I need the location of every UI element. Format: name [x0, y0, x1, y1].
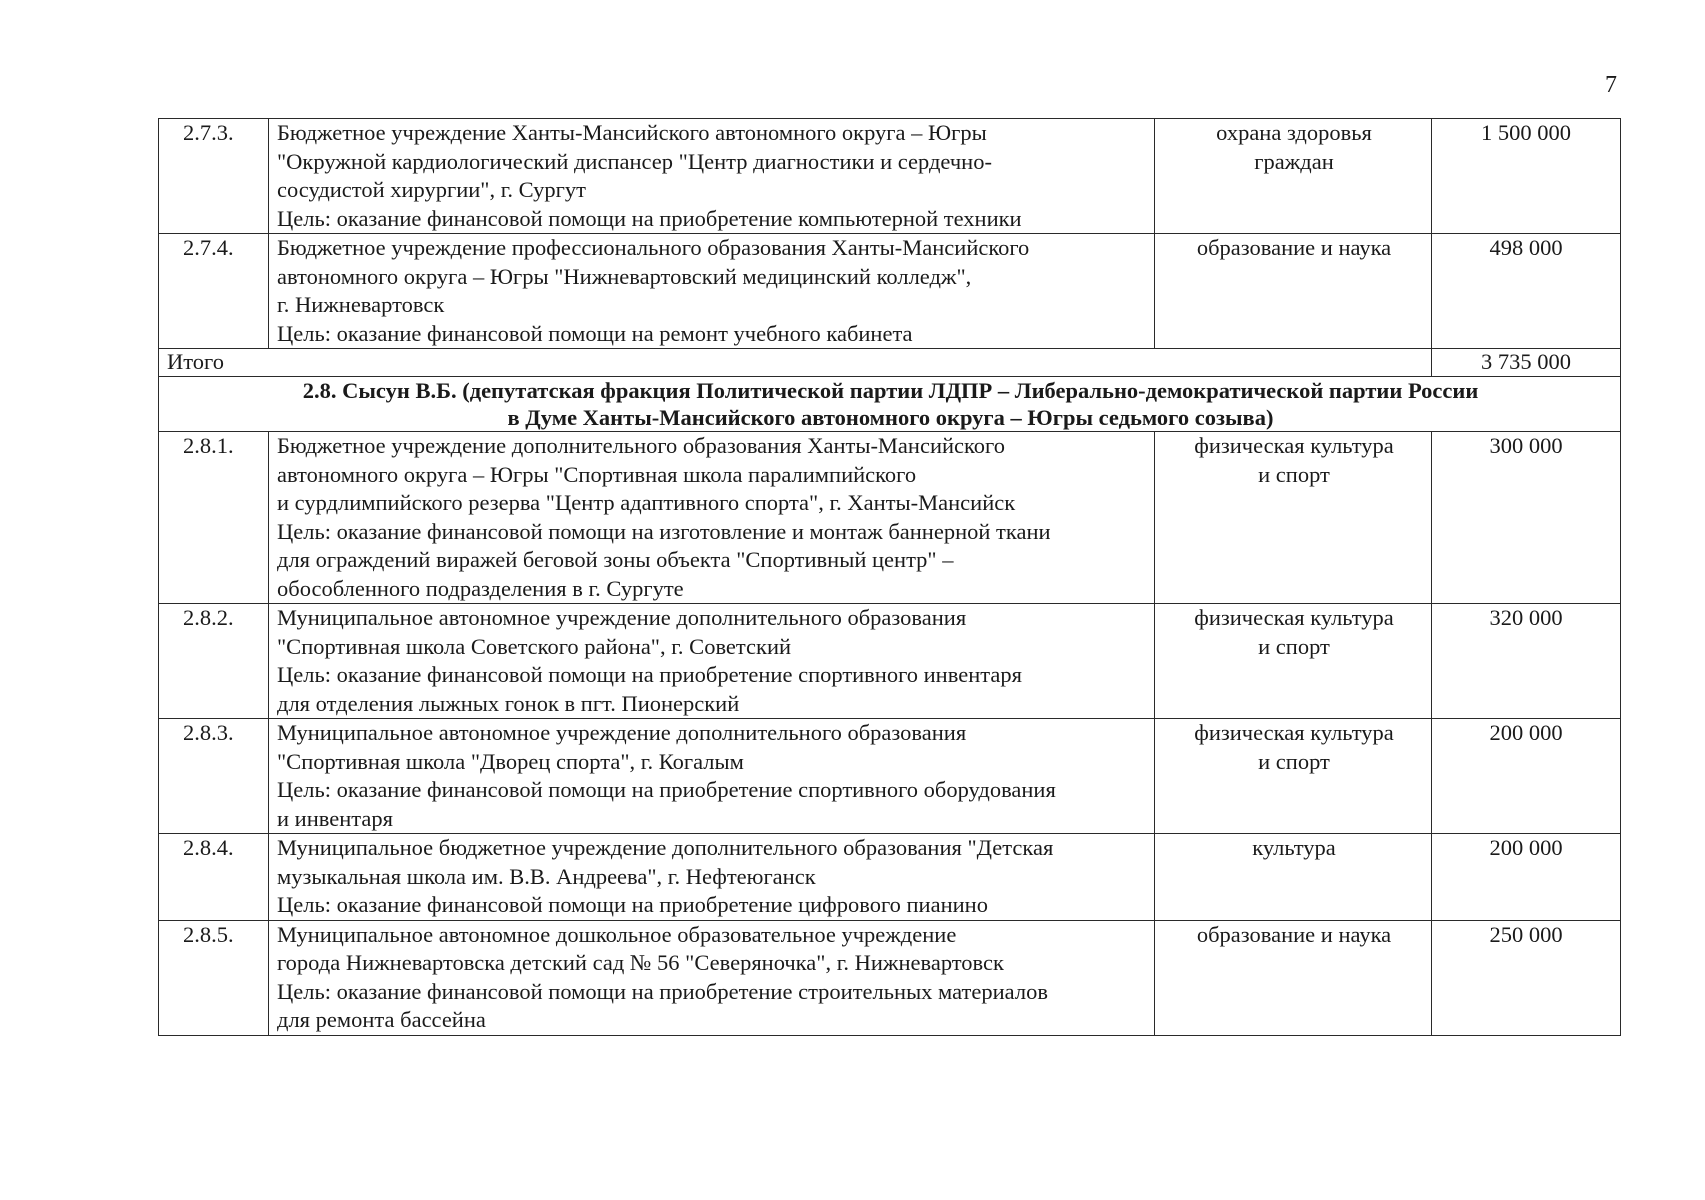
description-line: "Окружной кардиологический диспансер "Центр диагностики и сердечно-	[277, 148, 992, 174]
description-line: "Спортивная школа "Дворец спорта", г. Когалым	[277, 748, 744, 774]
table-row	[159, 234, 1621, 349]
item-amount: 320 000	[1432, 604, 1621, 719]
sphere-line: граждан	[1254, 148, 1334, 174]
description-line: Муниципальное автономное учреждение дополнительного образования	[277, 720, 967, 745]
description-line: Цель: оказание финансовой помощи на приобретение компьютерной техники	[277, 205, 1022, 231]
description-line: Цель: оказание финансовой помощи на приобретение цифрового пианино	[277, 892, 988, 917]
description-line: Бюджетное учреждение дополнительного образования Ханты-Мансийского	[277, 433, 1005, 458]
item-amount: 200 000	[1432, 834, 1621, 921]
sphere-line: физическая культура	[1194, 605, 1394, 630]
table-row	[159, 920, 1621, 1035]
item-sphere	[1155, 234, 1432, 349]
description-line: для ограждений виражей беговой зоны объекта "Спортивный центр" –	[277, 547, 954, 572]
description-line: сосудистой хирургии", г. Сургут	[277, 177, 586, 202]
sphere-line: физическая культура	[1194, 433, 1394, 458]
item-amount: 200 000	[1432, 719, 1621, 834]
item-amount: 250 000	[1432, 920, 1621, 1035]
item-sphere	[1155, 604, 1432, 719]
item-description	[269, 834, 1155, 921]
section-heading	[159, 377, 1621, 432]
description-line: Бюджетное учреждение профессионального образования Ханты-Мансийского	[277, 235, 1030, 260]
description-line: для отделения лыжных гонок в пгт. Пионерский	[277, 690, 740, 716]
description-line: Муниципальное автономное учреждение дополнительного образования	[277, 605, 967, 630]
item-sphere	[1155, 920, 1432, 1035]
sphere-line: охрана здоровья	[1216, 120, 1372, 145]
description-line: для ремонта бассейна	[277, 1007, 486, 1032]
item-amount: 300 000	[1432, 432, 1621, 604]
section-heading-row	[159, 377, 1621, 432]
sphere-line: образование и наука	[1196, 921, 1392, 947]
sphere-line: образование и наука	[1196, 235, 1392, 260]
description-line: Цель: оказание финансовой помощи на ремонт учебного кабинета	[277, 320, 913, 346]
item-amount: 1 500 000	[1432, 119, 1621, 234]
sphere-line: и спорт	[1258, 633, 1330, 659]
item-number: 2.8.4.	[159, 834, 269, 921]
page-number: 7	[1605, 72, 1617, 98]
table-row	[159, 119, 1621, 234]
description-line: и сурдлимпийского резерва "Центр адаптивного спорта", г. Ханты-Мансийск	[277, 490, 1016, 515]
item-description	[269, 920, 1155, 1035]
table-row	[159, 834, 1621, 921]
item-number: 2.8.1.	[159, 432, 269, 604]
sphere-line: физическая культура	[1194, 720, 1394, 745]
sphere-line: и спорт	[1258, 461, 1330, 487]
item-amount: 498 000	[1432, 234, 1621, 349]
description-line: автономного округа – Югры "Нижневартовский медицинский колледж",	[277, 263, 972, 289]
item-number: 2.7.3.	[159, 119, 269, 234]
sphere-line: культура	[1252, 835, 1336, 860]
total-row	[159, 349, 1621, 377]
description-line: Бюджетное учреждение Ханты-Мансийского автономного округа – Югры	[277, 120, 987, 145]
description-line: "Спортивная школа Советского района", г. Советский	[277, 633, 792, 659]
description-line: Цель: оказание финансовой помощи на приобретение строительных материалов	[277, 978, 1048, 1004]
description-line: Цель: оказание финансовой помощи на приобретение спортивного оборудования	[277, 777, 1056, 802]
description-line: и инвентаря	[277, 805, 393, 831]
funding-table	[158, 118, 1621, 1036]
table-row	[159, 719, 1621, 834]
description-line: Муниципальное автономное дошкольное образовательное учреждение	[277, 921, 957, 947]
item-number: 2.8.3.	[159, 719, 269, 834]
description-line: Муниципальное бюджетное учреждение дополнительного образования "Детская	[277, 835, 1054, 860]
description-line: автономного округа – Югры "Спортивная школа паралимпийского	[277, 461, 917, 487]
sphere-line: и спорт	[1258, 748, 1330, 774]
item-sphere	[1155, 119, 1432, 234]
item-sphere	[1155, 432, 1432, 604]
item-number: 2.8.5.	[159, 920, 269, 1035]
table-row	[159, 432, 1621, 604]
item-number: 2.7.4.	[159, 234, 269, 349]
item-sphere	[1155, 719, 1432, 834]
total-amount: 3 735 000	[1432, 349, 1621, 377]
description-line: города Нижневартовска детский сад № 56 "Северяночка", г. Нижневартовск	[277, 950, 1004, 975]
description-line: г. Нижневартовск	[277, 292, 445, 317]
section-heading-line: в Думе Ханты-Мансийского автономного округа – Югры седьмого созыва)	[507, 405, 1274, 430]
total-label: Итого	[159, 349, 1432, 377]
description-line: Цель: оказание финансовой помощи на изготовление и монтаж баннерной ткани	[277, 518, 1051, 544]
item-description	[269, 719, 1155, 834]
item-number: 2.8.2.	[159, 604, 269, 719]
description-line: обособленного подразделения в г. Сургуте	[277, 575, 684, 601]
table-row	[159, 604, 1621, 719]
item-description	[269, 234, 1155, 349]
item-description	[269, 604, 1155, 719]
item-sphere	[1155, 834, 1432, 921]
section-heading-line: 2.8. Сысун В.Б. (депутатская фракция Политической партии ЛДПР – Либерально-демократической партии России	[302, 378, 1479, 403]
item-description	[269, 432, 1155, 604]
description-line: Цель: оказание финансовой помощи на приобретение спортивного инвентаря	[277, 662, 1022, 687]
item-description	[269, 119, 1155, 234]
description-line: музыкальная школа им. В.В. Андреева", г. Нефтеюганск	[277, 863, 816, 889]
